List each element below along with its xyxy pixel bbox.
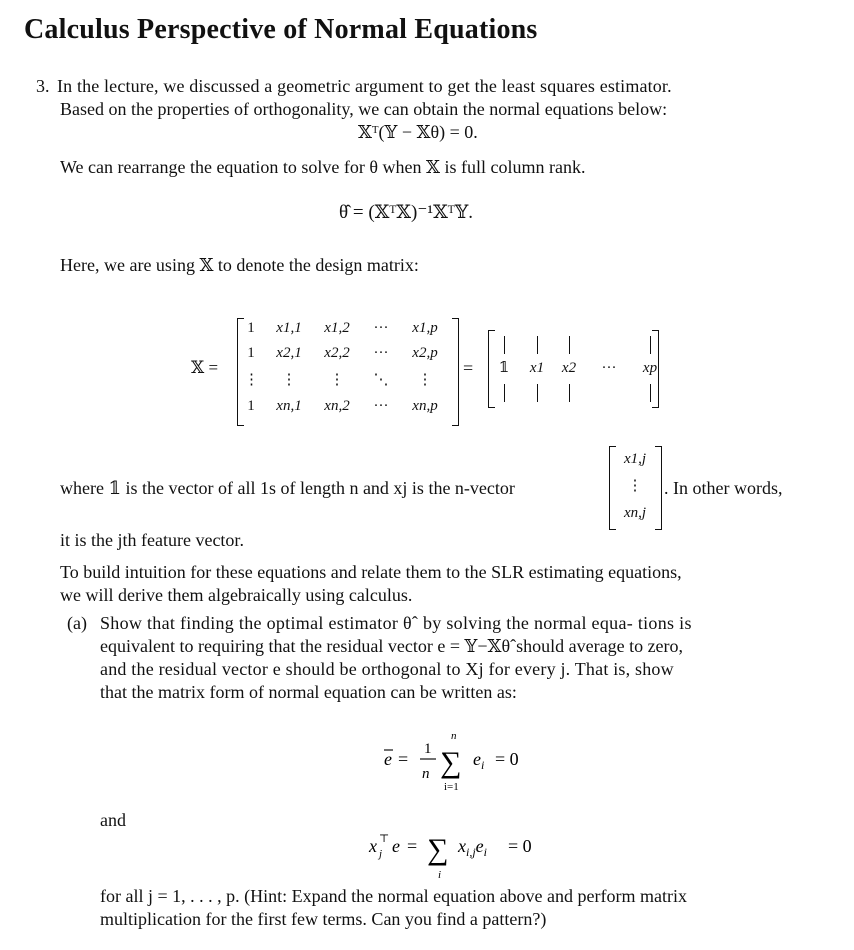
normal-equation: 𝕏ᵀ(𝕐 − 𝕏θ) = 0. (358, 122, 478, 142)
e: e (392, 836, 400, 856)
problem-number: 3. (36, 76, 50, 96)
equals: = (407, 836, 418, 856)
sum-symbol: ∑ (427, 833, 449, 866)
matrix-left-bracket (237, 318, 244, 426)
equals-sign: = (463, 358, 474, 378)
matrix-cell: xn,p (412, 398, 438, 414)
fraction-denominator: n (422, 766, 430, 782)
n-vector-dots: ⋮ (627, 478, 643, 494)
x-ij: $x_{i,j}e_i$ (458, 836, 488, 859)
matrix-cell: ··· (373, 398, 389, 414)
matrix-cell: ··· (373, 320, 389, 336)
sum-lower: i=1 (444, 781, 459, 793)
hint-line-1: for all j = 1, . . . , p. (Hint: Expand the normal equation above and perform matrix (100, 886, 687, 906)
matrix-cell: 1 (247, 398, 255, 414)
column-bar (537, 384, 538, 402)
n-vector-top: x1,j (623, 451, 647, 467)
orthogonality-equation (355, 826, 575, 884)
column-dots: ··· (601, 360, 617, 376)
matrix-cell: xn,2 (324, 398, 350, 414)
column-bar (537, 336, 538, 354)
column-xp: xp (642, 360, 658, 376)
equals-zero: = 0 (508, 836, 532, 856)
ones-vector: 𝟙 (498, 360, 510, 376)
matrix-cell: 1 (247, 320, 255, 336)
matrix-cell: x2,p (412, 345, 438, 361)
estimator-equation: θ̂ = (𝕏ᵀ𝕏)⁻¹𝕏ᵀ𝕐. (339, 202, 474, 223)
matrix-right-bracket (452, 318, 459, 426)
column-x2: x2 (561, 360, 577, 376)
matrix-cell: x1,p (412, 320, 438, 336)
matrix-cell: ⋮ (244, 372, 259, 388)
fraction-numerator: 1 (424, 741, 432, 757)
matrix-cell: x1,1 (276, 320, 302, 336)
part-a-label: (a) (67, 613, 87, 633)
column-bar (569, 384, 570, 402)
hint-line-2: multiplication for the first few terms. Can you find a pattern?) (100, 909, 547, 929)
matrix-cell: x2,1 (276, 345, 302, 361)
part-a-line-3: and the residual vector e should be orthogonal to Xj for every j. That is, show (100, 659, 674, 679)
transpose: ⊤ (379, 833, 390, 845)
column-bar (650, 336, 651, 354)
intuition-line-2: we will derive them algebraically using calculus. (60, 585, 413, 605)
other-words-text: . In other words, (664, 478, 783, 498)
equals: = (398, 749, 409, 769)
intuition-line-1: To build intuition for these equations and relate them to the SLR estimating equations, (60, 562, 682, 582)
equals-zero: = 0 (495, 749, 519, 769)
where-text: where 𝟙 is the vector of all 1s of length n and xj is the n-vector (60, 478, 515, 498)
column-bar (650, 384, 651, 402)
matrix-lhs: 𝕏 = (191, 358, 219, 377)
matrix-cell: ⋮ (417, 372, 433, 388)
matrix-cell: ⋱ (373, 372, 389, 388)
part-a-line-4: that the matrix form of normal equation can be written as: (100, 682, 517, 702)
and-text: and (100, 810, 126, 830)
matrix-cell: ⋮ (329, 372, 345, 388)
column-x1: x1 (529, 360, 545, 376)
matrix-cell: xn,1 (276, 398, 302, 414)
mean-residual-equation (360, 728, 560, 798)
matrix-cell: 1 (247, 345, 255, 361)
x-j: x (369, 836, 377, 856)
e-i: $e_i$ (473, 749, 485, 772)
matrix-cell: ··· (373, 345, 389, 361)
sum-lower: i (438, 869, 442, 881)
intro-line-1: In the lecture, we discussed a geometric argument to get the least squares estimator. (57, 76, 672, 96)
sum-symbol: ∑ (440, 746, 462, 779)
matrix-cell: x2,2 (324, 345, 350, 361)
intro-line-2: Based on the properties of orthogonality, we can obtain the normal equations below: (60, 99, 668, 119)
column-bar (504, 384, 505, 402)
column-bar (504, 336, 505, 354)
feature-text: it is the jth feature vector. (60, 530, 244, 550)
part-a-line-2: equivalent to requiring that the residual vector e = 𝕐−𝕏θˆshould average to zero, (100, 636, 684, 656)
e-bar: e (384, 749, 392, 769)
part-a-line-1: Show that finding the optimal estimator θˆ by solving the normal equa- tions is (100, 613, 692, 633)
subscript-j: j (379, 848, 383, 860)
design-matrix-text: Here, we are using 𝕏 to denote the design matrix: (60, 255, 419, 275)
matrix-cell: x1,2 (324, 320, 350, 336)
rearrange-text: We can rearrange the equation to solve for θ when 𝕏 is full column rank. (60, 157, 586, 177)
matrix-cell: ⋮ (281, 372, 297, 388)
n-vector-bottom: xn,j (623, 505, 647, 521)
page-title: Calculus Perspective of Normal Equations (24, 14, 538, 45)
column-bar (569, 336, 570, 354)
sum-upper: n (451, 730, 457, 742)
